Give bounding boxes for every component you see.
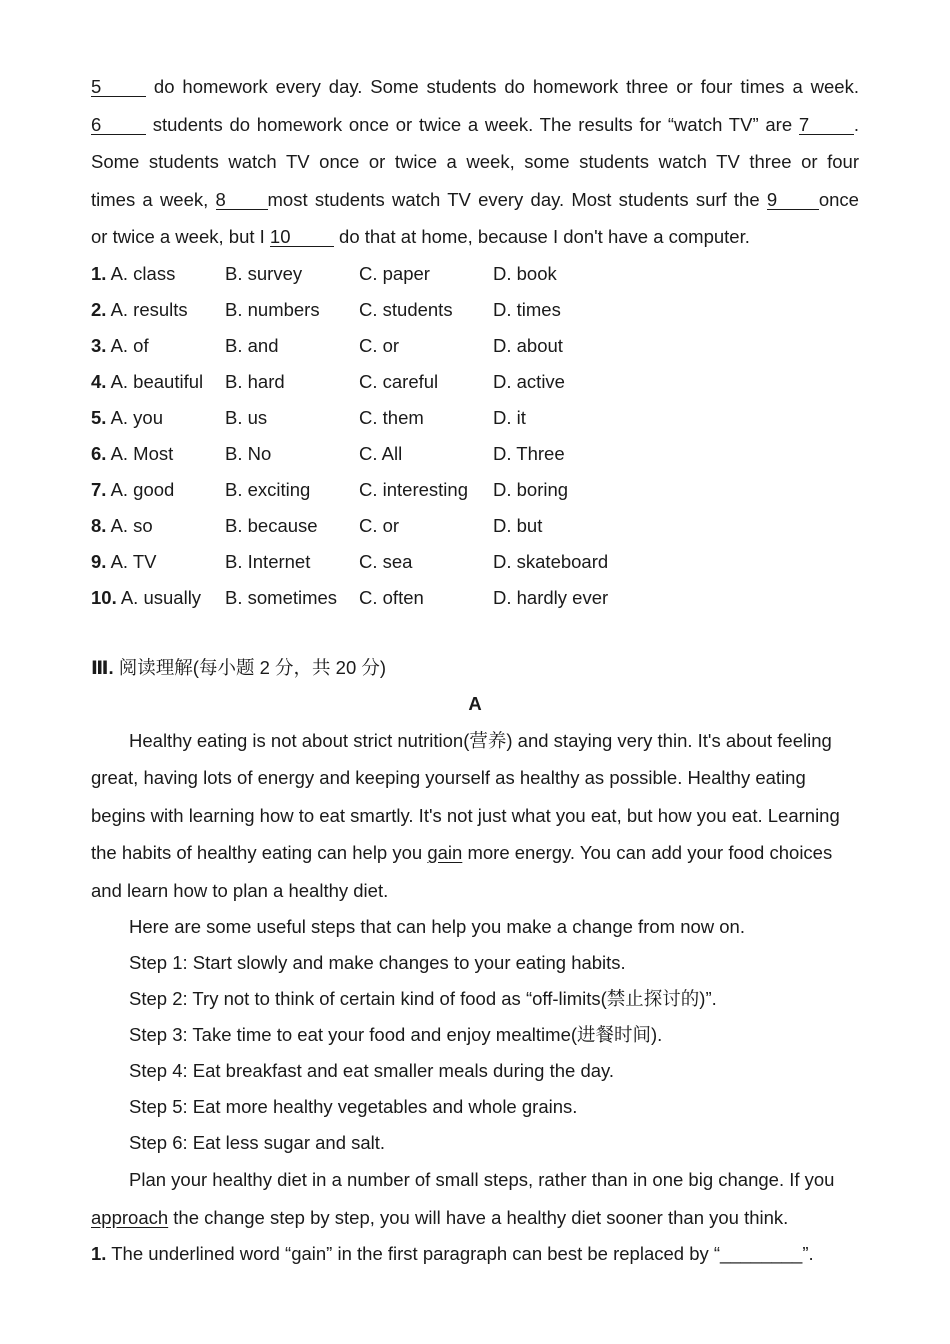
passage-label: A <box>468 692 482 714</box>
option-c[interactable]: C. careful <box>359 370 439 392</box>
cloze-line: 6 students do homework once or twice a week. The results for “watch TV” are 7 . <box>91 113 859 135</box>
option-c[interactable]: C. often <box>359 586 424 608</box>
option-row: 6. A. Most B. No C. All D. Three <box>91 436 859 472</box>
paragraph-2: Here are some useful steps that can help you make a change from now on. <box>129 916 745 937</box>
option-a[interactable]: A. so <box>110 514 153 536</box>
option-d[interactable]: D. times <box>493 298 561 320</box>
option-a[interactable]: A. of <box>110 334 149 356</box>
option-row: 7. A. good B. exciting C. interesting D. boring <box>91 472 859 508</box>
option-row: 8. A. so B. because C. or D. but <box>91 508 859 544</box>
option-row: 3. A. of B. and C. or D. about <box>91 328 859 364</box>
underlined-word-approach: approach <box>91 1206 169 1228</box>
blank-5[interactable]: 5 <box>91 78 146 97</box>
blank-6[interactable]: 6 <box>91 116 146 135</box>
cloze-line: Some students watch TV once or twice a week, some students watch TV three or four <box>91 151 859 172</box>
option-row: 2. A. results B. numbers C. students D. times <box>91 292 859 328</box>
step-item: Step 6: Eat less sugar and salt. <box>129 1132 386 1153</box>
option-b[interactable]: B. exciting <box>225 478 311 500</box>
blank-8[interactable]: 8 <box>216 191 268 210</box>
option-d[interactable]: D. Three <box>493 442 565 464</box>
option-row: 5. A. you B. us C. them D. it <box>91 400 859 436</box>
option-c[interactable]: C. them <box>359 406 424 428</box>
option-d[interactable]: D. skateboard <box>493 550 609 572</box>
step-item: Step 1: Start slowly and make changes to your eating habits. <box>129 952 626 973</box>
paragraph-1: Healthy eating is not about strict nutrition(营养) and staying very thin. It's about feeling great, having lots of energy and keeping yourself as healthy as possible. Healthy eating begins with learning how to eat smartly. It's not just what you eat, but how you eat. Learning the habits of healthy eating can help you gain more energy. You can add your food choices and learn how to plan a healthy diet. <box>91 729 840 901</box>
option-d[interactable]: D. hardly ever <box>493 586 609 608</box>
option-row: 4. A. beautiful B. hard C. careful D. active <box>91 364 859 400</box>
blank-10[interactable]: 10 <box>270 228 334 247</box>
option-b[interactable]: B. because <box>225 514 318 536</box>
cloze-passage <box>91 68 859 256</box>
option-list <box>91 256 859 616</box>
section-heading: Ⅲ. 阅读理解(每小题 2 分，共 20 分) <box>91 656 387 678</box>
option-b[interactable]: B. survey <box>225 262 303 284</box>
option-b[interactable]: B. us <box>225 406 268 428</box>
option-c[interactable]: C. sea <box>359 550 413 572</box>
option-d[interactable]: D. book <box>493 262 557 284</box>
option-c[interactable]: C. All <box>359 442 403 464</box>
cloze-line: 5 do homework every day. Some students do homework three or four times a week. <box>91 76 859 97</box>
option-a[interactable]: A. results <box>110 298 188 320</box>
option-c[interactable]: C. or <box>359 514 400 536</box>
option-a[interactable]: A. Most <box>110 442 174 464</box>
option-a[interactable]: A. class <box>110 262 176 284</box>
step-item: Step 5: Eat more healthy vegetables and whole grains. <box>129 1096 578 1117</box>
blank-7[interactable]: 7 <box>799 116 854 135</box>
blank-9[interactable]: 9 <box>767 191 819 210</box>
option-c[interactable]: C. paper <box>359 262 430 284</box>
option-d[interactable]: D. active <box>493 370 565 392</box>
page <box>91 68 859 1272</box>
step-item: Step 4: Eat breakfast and eat smaller meals during the day. <box>129 1060 615 1081</box>
option-b[interactable]: B. hard <box>225 370 285 392</box>
question-1: 1. The underlined word “gain” in the first paragraph can best be replaced by “________”. <box>91 1243 814 1264</box>
option-row: 9. A. TV B. Internet C. sea D. skateboard <box>91 544 859 580</box>
option-a[interactable]: A. usually <box>120 586 202 608</box>
step-item: Step 3: Take time to eat your food and enjoy mealtime(进餐时间). <box>129 1024 663 1045</box>
option-b[interactable]: B. sometimes <box>225 586 338 608</box>
step-item: Step 2: Try not to think of certain kind of food as “off-limits(禁止探讨的)”. <box>129 988 717 1009</box>
option-b[interactable]: B. numbers <box>225 298 320 320</box>
option-d[interactable]: D. but <box>493 514 543 536</box>
option-c[interactable]: C. interesting <box>359 478 468 500</box>
option-row: 10. A. usually B. sometimes C. often D. hardly ever <box>91 580 859 616</box>
option-b[interactable]: B. Internet <box>225 550 311 572</box>
option-a[interactable]: A. you <box>110 406 164 428</box>
option-d[interactable]: D. boring <box>493 478 569 500</box>
cloze-line: times a week, 8 most students watch TV every day. Most students surf the 9 once <box>91 188 859 210</box>
option-row: 1. A. class B. survey C. paper D. book <box>91 256 859 292</box>
option-d[interactable]: D. about <box>493 334 563 356</box>
option-c[interactable]: C. students <box>359 298 453 320</box>
option-d[interactable]: D. it <box>493 406 526 428</box>
paragraph-3: Plan your healthy diet in a number of small steps, rather than in one big change. If you approach the change step by step, you will have a healthy diet sooner than you think. <box>91 1169 835 1228</box>
option-a[interactable]: A. good <box>110 478 175 500</box>
cloze-line: or twice a week, but I 10 do that at home, because I don't have a computer. <box>91 226 750 247</box>
option-a[interactable]: A. beautiful <box>110 370 204 392</box>
option-c[interactable]: C. or <box>359 334 400 356</box>
option-b[interactable]: B. No <box>225 442 272 464</box>
underlined-word-gain: gain <box>427 842 463 863</box>
option-b[interactable]: B. and <box>225 334 279 356</box>
option-a[interactable]: A. TV <box>110 550 157 572</box>
